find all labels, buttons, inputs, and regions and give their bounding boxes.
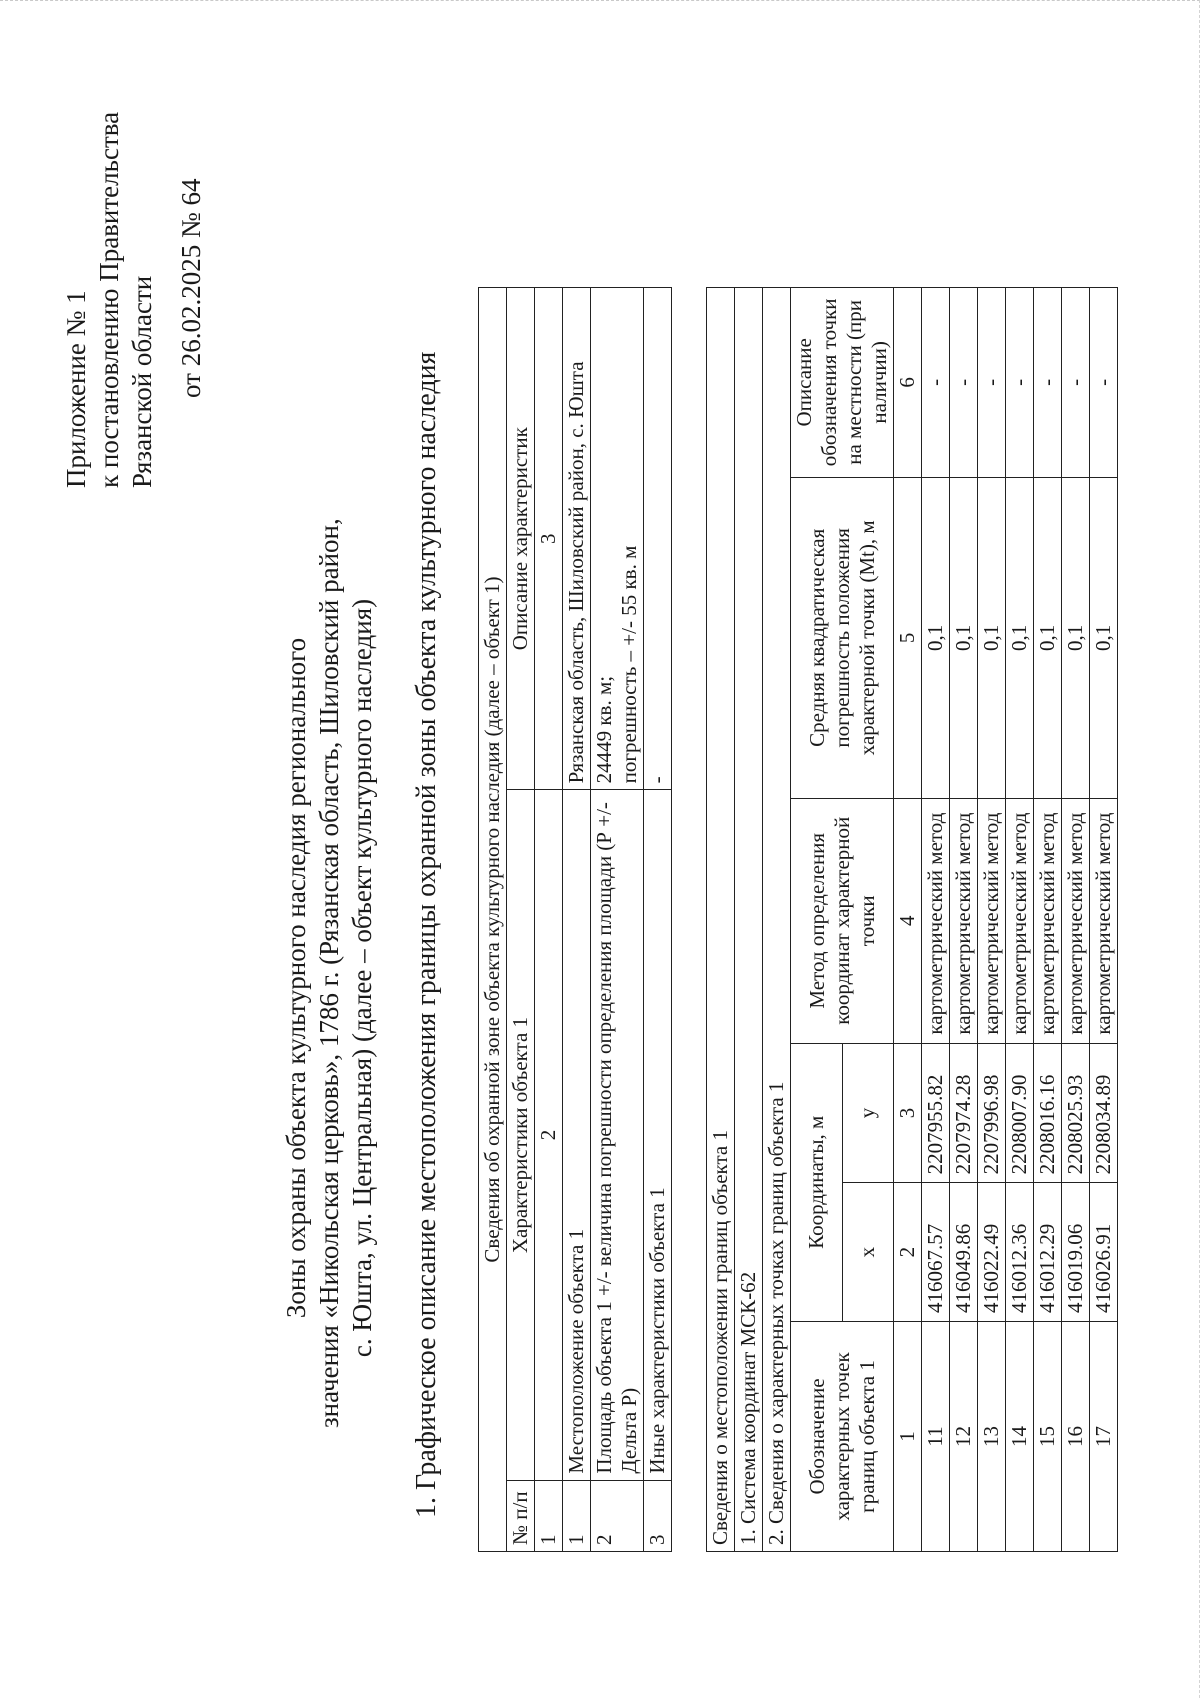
point-id: 16	[1062, 1321, 1090, 1551]
appendix-date: от 26.02.2025 № 64	[176, 178, 206, 398]
appendix-block	[60, 58, 208, 488]
point-description: -	[1062, 288, 1090, 478]
point-error: 0,1	[1006, 477, 1034, 798]
info-table-caption: Сведения об охранной зоне объекта культурного наследия (далее – объект 1)	[479, 288, 507, 1552]
info-row-char: Площадь объекта 1 +/- величина погрешности определения площади (Р +/- Дельта Р)	[591, 790, 644, 1480]
table-row	[1062, 288, 1090, 1552]
zone-title	[280, 518, 379, 1428]
info-row-char: Иные характеристики объекта 1	[644, 790, 672, 1480]
header-x: х	[842, 1183, 894, 1322]
header-error: Средняя квадратическая погрешность положения характерной точки (Mt), м	[791, 477, 894, 798]
points-caption: 2. Сведения о характерных точках границ объекта 1	[763, 288, 791, 1552]
point-description: -	[1034, 288, 1062, 478]
area-value: 24449 кв. м;	[592, 675, 616, 784]
point-x: 416022.49	[978, 1183, 1006, 1322]
info-index-cell: 3	[535, 288, 563, 790]
point-id: 15	[1034, 1321, 1062, 1551]
zone-title-line-1: Зоны охраны объекта культурного наследия регионального	[281, 637, 311, 1319]
header-y: у	[842, 1043, 894, 1183]
area-error: погрешность – +/- 55 кв. м	[617, 545, 641, 784]
table-row	[950, 288, 978, 1552]
point-id: 14	[1006, 1321, 1034, 1551]
section-heading: 1. Графическое описание местоположения границы охранной зоны объекта культурного наследия	[411, 351, 442, 1518]
point-y: 2208034.89	[1090, 1043, 1118, 1183]
zone-title-line-2: значения «Никольская церковь», 1786 г. (Рязанская область, Шиловский район,	[314, 518, 344, 1428]
point-error: 0,1	[950, 477, 978, 798]
point-y: 2208025.93	[1062, 1043, 1090, 1183]
point-error: 0,1	[1062, 477, 1090, 798]
info-index-cell: 2	[535, 790, 563, 1480]
appendix-line-2: к постановлению Правительства	[94, 111, 124, 488]
table-row	[563, 288, 591, 1552]
point-method: картометрический метод	[922, 798, 950, 1043]
point-x: 416019.06	[1062, 1183, 1090, 1322]
table-row	[591, 288, 644, 1552]
point-y: 2208016.16	[1034, 1043, 1062, 1183]
info-header-desc: Описание характеристик	[507, 288, 535, 790]
appendix-line-3: Рязанской области	[127, 275, 157, 488]
header-method: Метод определения координат характерной точки	[791, 798, 894, 1043]
point-x: 416026.91	[1090, 1183, 1118, 1322]
coords-table-caption: Сведения о местоположении границ объекта 1	[707, 288, 735, 1552]
header-coords: Координаты, м	[791, 1043, 843, 1321]
coords-index-cell: 2	[894, 1183, 922, 1322]
table-row	[1090, 288, 1118, 1552]
info-row-num: 1	[563, 1480, 591, 1551]
info-row-num: 3	[644, 1480, 672, 1551]
point-error: 0,1	[922, 477, 950, 798]
point-error: 0,1	[978, 477, 1006, 798]
document-page	[30, 28, 1170, 1648]
coords-index-cell: 3	[894, 1043, 922, 1183]
point-id: 11	[922, 1321, 950, 1551]
point-id: 12	[950, 1321, 978, 1551]
info-index-cell: 1	[535, 1480, 563, 1551]
info-header-num: № п/п	[507, 1480, 535, 1551]
coords-table	[706, 287, 1118, 1552]
coords-index-cell: 1	[894, 1321, 922, 1551]
info-row-num: 2	[591, 1480, 644, 1551]
point-id: 13	[978, 1321, 1006, 1551]
table-row	[1006, 288, 1034, 1552]
info-row-desc: Рязанская область, Шиловский район, с. Юшта	[563, 288, 591, 790]
header-point: Обозначение характерных точек границ объекта 1	[791, 1321, 894, 1551]
table-row	[978, 288, 1006, 1552]
point-x: 416067.57	[922, 1183, 950, 1322]
zone-title-line-3: с. Юшта, ул. Центральная) (далее – объект культурного наследия)	[347, 598, 377, 1358]
coords-index-cell: 4	[894, 798, 922, 1043]
point-method: картометрический метод	[1062, 798, 1090, 1043]
point-method: картометрический метод	[1090, 798, 1118, 1043]
point-y: 2207955.82	[922, 1043, 950, 1183]
info-table	[478, 287, 672, 1552]
header-description: Описание обозначения точки на местности (при наличии)	[791, 288, 894, 478]
point-method: картометрический метод	[950, 798, 978, 1043]
point-description: -	[978, 288, 1006, 478]
point-error: 0,1	[1034, 477, 1062, 798]
coordinate-system: 1. Система координат МСК-62	[735, 288, 763, 1552]
point-y: 2207974.28	[950, 1043, 978, 1183]
point-x: 416049.86	[950, 1183, 978, 1322]
info-row-desc: -	[644, 288, 672, 790]
appendix-line-1: Приложение № 1	[61, 290, 91, 488]
point-y: 2208007.90	[1006, 1043, 1034, 1183]
info-row-char: Местоположение объекта 1	[563, 790, 591, 1480]
table-row	[644, 288, 672, 1552]
point-description: -	[922, 288, 950, 478]
point-method: картометрический метод	[978, 798, 1006, 1043]
point-x: 416012.36	[1006, 1183, 1034, 1322]
point-error: 0,1	[1090, 477, 1118, 798]
point-description: -	[1006, 288, 1034, 478]
point-x: 416012.29	[1034, 1183, 1062, 1322]
point-method: картометрический метод	[1034, 798, 1062, 1043]
point-method: картометрический метод	[1006, 798, 1034, 1043]
coords-index-cell: 6	[894, 288, 922, 478]
table-row	[1034, 288, 1062, 1552]
coords-index-cell: 5	[894, 477, 922, 798]
table-row	[922, 288, 950, 1552]
info-header-char: Характеристики объекта 1	[507, 790, 535, 1480]
point-id: 17	[1090, 1321, 1118, 1551]
point-description: -	[950, 288, 978, 478]
point-y: 2207996.98	[978, 1043, 1006, 1183]
info-row-desc	[591, 288, 644, 790]
point-description: -	[1090, 288, 1118, 478]
